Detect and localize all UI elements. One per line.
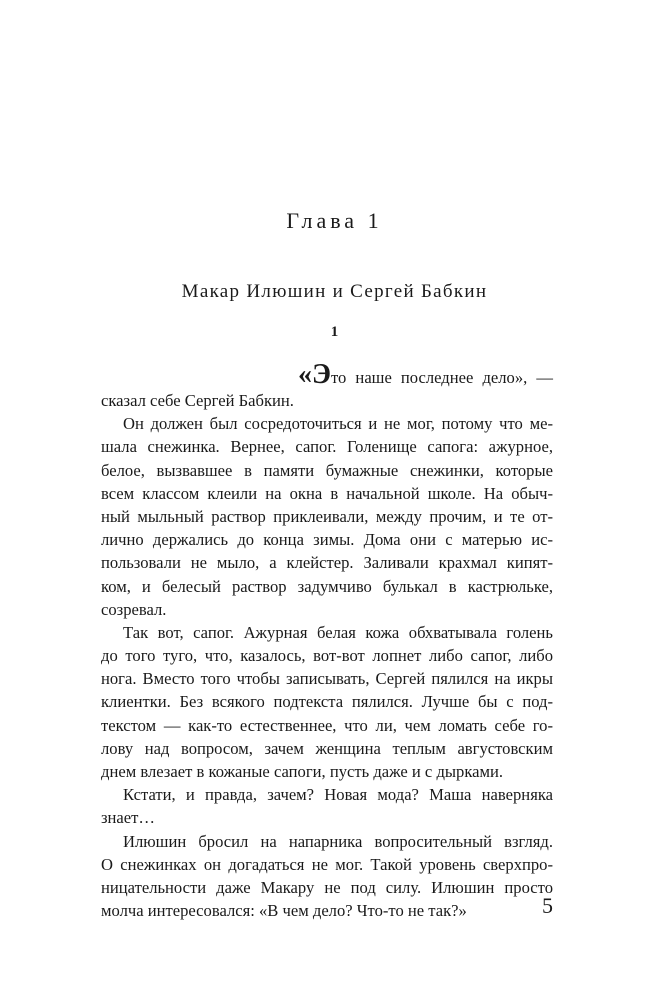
text-line: днем влезает в кожаные сапоги, пусть даже и с дырками. <box>101 762 504 781</box>
drop-cap: «Э <box>298 359 331 390</box>
text-line: Кстати, и правда, зачем? Новая мода? Маша наверняка <box>123 785 553 805</box>
text-line: лову над вопросом, зачем женщина теплым августовским <box>101 738 553 758</box>
text-line: лично держались до конца зимы. Дома они с матерью ис- <box>101 530 553 550</box>
text-line: ный мыльный раствор приклеивали, между прочим, и те от- <box>101 506 553 526</box>
text-line: ком, и белесый раствор задумчиво булькал в кастрюльке, <box>101 576 553 596</box>
text-line: шала снежинка. Вернее, сапог. Голенище сапога: ажурное, <box>101 437 553 457</box>
text-line: Так вот, сапог. Ажурная белая кожа обхватывала голень <box>123 622 553 642</box>
text-line: текстом — как-то естественнее, что ли, чем ломать себе го- <box>101 715 553 735</box>
text-line: до того туго, что, казалось, вот-вот лопнет либо сапог, либо <box>101 646 553 666</box>
chapter-title: Глава 1 <box>286 208 383 233</box>
text-line: созревал. <box>101 599 167 619</box>
text-line: белое, вызвавшее в памяти бумажные снежинки, которые <box>101 460 553 480</box>
text-line: нога. Вместо того чтобы записывать, Сергей пялился на икры <box>101 669 553 689</box>
section-number: 1 <box>330 324 339 340</box>
text-line: О снежинках он догадаться не мог. Такой уровень сверхпро- <box>101 854 553 874</box>
text-line: то наше последнее дело», — <box>331 368 553 387</box>
first-line <box>101 358 553 389</box>
text-line: Он должен был сосредоточиться и не мог, потому что ме- <box>123 414 553 434</box>
text-line: сказал себе Сергей Бабкин. <box>101 391 294 410</box>
text-line: клиентки. Без всякого подтекста пялился. Лучше бы с под- <box>101 692 553 712</box>
page-number: 5 <box>542 893 553 918</box>
text-line: ницательности даже Макару не под силу. Илюшин просто <box>101 877 553 897</box>
text-line: молча интересовался: «В чем дело? Что-то не так?» <box>101 901 467 921</box>
body-text <box>101 358 553 922</box>
text-line: Илюшин бросил на напарника вопросительный взгляд. <box>123 831 553 851</box>
text-line: пользовали не мыло, а клейстер. Заливали крахмал кипят- <box>101 553 553 573</box>
chapter-subtitle: Макар Илюшин и Сергей Бабкин <box>181 281 488 302</box>
text-line: всем классом клеили на окна в начальной школе. На обыч- <box>101 483 553 503</box>
text-line: знает… <box>101 808 156 828</box>
